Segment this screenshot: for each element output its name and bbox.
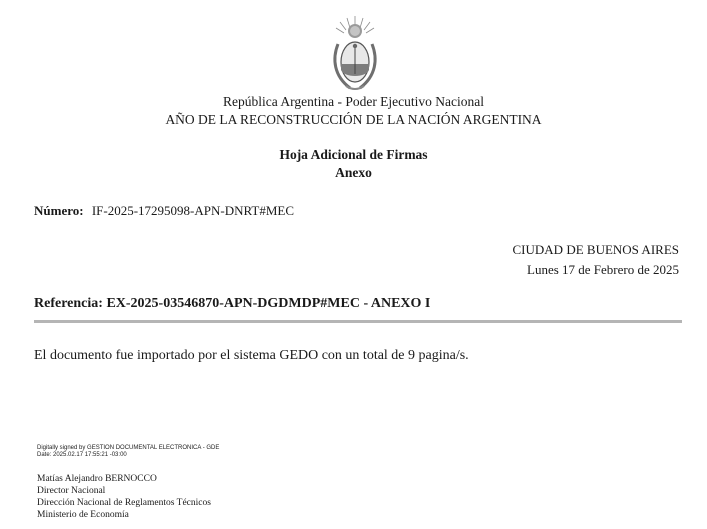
signer-ministry: Ministerio de Economía	[37, 510, 129, 520]
document-date: Lunes 17 de Febrero de 2025	[527, 262, 679, 277]
year-motto: AÑO DE LA RECONSTRUCCIÓN DE LA NACIÓN ARGENTINA	[165, 112, 542, 127]
body-text: El documento fue importado por el sistema GEDO con un total de 9 pagina/s.	[34, 348, 469, 363]
digital-signature-stamp	[37, 445, 219, 459]
document-number-label: Número:	[34, 203, 84, 218]
signer-office: Dirección Nacional de Reglamentos Técnicos	[37, 498, 211, 508]
digital-signature-by: Digitally signed by GESTION DOCUMENTAL ELECTRONICA - GDE	[37, 445, 220, 451]
signer-name: Matías Alejandro BERNOCCO	[37, 474, 157, 484]
document-number	[34, 203, 294, 219]
document-title: Hoja Adicional de Firmas	[279, 147, 428, 162]
government-header: República Argentina - Poder Ejecutivo Nacional	[222, 94, 485, 109]
signer-position: Director Nacional	[37, 486, 106, 496]
coat-of-arms-icon	[330, 14, 380, 94]
city: CIUDAD DE BUENOS AIRES	[512, 242, 679, 257]
signer-block	[37, 473, 211, 521]
digital-signature-date: Date: 2025.02.17 17:55:21 -03:00	[37, 452, 127, 458]
reference-value: EX-2025-03546870-APN-DGDMDP#MEC - ANEXO I	[106, 296, 431, 311]
reference	[34, 296, 430, 312]
document-subtitle: Anexo	[335, 165, 372, 180]
reference-label: Referencia:	[34, 296, 103, 311]
document-number-value: IF-2025-17295098-APN-DNRT#MEC	[91, 203, 295, 218]
divider	[34, 320, 682, 323]
